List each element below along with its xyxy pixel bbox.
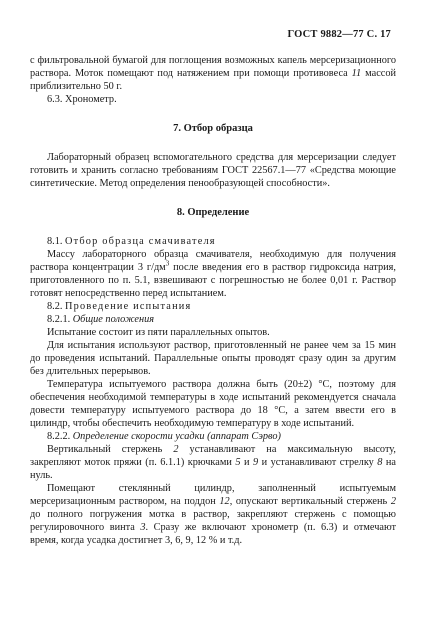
subsection-number: 8.1. [47,236,63,247]
subsection-title: Общие положения [72,314,155,325]
paragraph-8-1 [30,248,396,300]
ref-number: 12 [219,496,230,507]
ref-number: 8 [377,457,383,468]
item-6-3: 6.3. Хронометр. [47,94,117,105]
section-heading-7: 7. Отбор образца [173,123,253,134]
subsection-title: Определение скорости усадки (аппарат Сэрво) [72,431,281,442]
text: устанавливают на максимальную высоту, закрепляют моток пряжи (п. 6.1.1) крючками [30,444,397,468]
ref-number: 11 [351,68,362,79]
text: . Сразу же включают хронометр (п. 6.3) и отмечают время, когда усадка достигнет 3, 6, 9, 12 % и т.д. [30,522,396,546]
page-header: ГОСТ 9882—77 С. 17 [287,29,391,40]
subsection-8-2-2 [30,430,396,443]
subsection-number: 8.2.2. [47,431,71,442]
text: и [240,457,253,468]
text: и устанавливают стрелку [258,457,378,468]
paragraph-continuation [30,54,396,93]
text: , опускают вертикальный стержень [229,496,391,507]
subsection-number: 8.2.1. [47,314,71,325]
subsection-title: Проведение испытания [65,301,192,312]
subsection-8-1 [30,235,396,248]
ref-number: 5 [235,457,241,468]
text: массой приблизительно 50 г. [30,68,396,92]
paragraph-8-2-1-c: Температура испытуемого раствора должна быть (20±2) °С, поэтому для обеспечения необходимой температуры в ходе испытаний рекомендуется сначала довести температуру испытуемого раствора до 18 °С, а затем ввести его в цилиндр, чтобы обеспечить необходимую температуру в ходе испытаний. [30,379,396,429]
ref-number: 3 [140,522,146,533]
text: до полного погружения мотка в раствор, закрепляют стержень с помощью регулировочного винта [30,509,396,533]
section-heading-8: 8. Определение [176,207,250,218]
text: с фильтровальной бумагой для поглощения возможных капель мерсеризационного раствора. Моток помещают под натяжением при помощи противовеса [30,55,396,79]
subsection-8-2 [30,300,396,313]
ref-number: 2 [390,496,396,507]
paragraph-8-2-2-a [30,443,396,482]
subsection-number: 8.2. [47,301,63,312]
text: Помещают стеклянный цилиндр, заполненный испытуемым мерсеризационным раствором, на поддон [30,483,396,507]
text: на нуль. [30,457,397,481]
page-content [30,54,396,547]
text: Массу лабораторного образца смачивателя, необходимую для получения раствора концентрации 3 г/дм [30,249,396,273]
subsection-title: Отбор образца смачивателя [65,236,216,247]
text: Вертикальный стержень [47,444,174,455]
paragraph-section-7: Лабораторный образец вспомогательного средства для мерсеризации следует готовить и хранить согласно требованиям ГОСТ 22567.1—77 «Средства моющие синтетические. Метод определения пенообразующей способности». [30,152,396,189]
subsection-8-2-1 [30,313,396,326]
ref-number: 2 [173,444,179,455]
text: после введения его в раствор гидроксида натрия, приготовленного по п. 5.1, взвешивают с погрешностью не более 0,01 г. Раствор готовят непосредственно перед испытанием. [30,262,396,299]
paragraph-8-2-1-a: Испытание состоит из пяти параллельных опытов. [47,327,270,338]
paragraph-8-2-2-b [30,482,396,547]
superscript: 3 [165,259,170,268]
ref-number: 9 [252,457,259,468]
paragraph-8-2-1-b: Для испытания используют раствор, приготовленный не ранее чем за 15 мин до проведения испытаний. Параллельные опыты проводят сразу один за другим без длительных перерывов. [30,340,396,377]
